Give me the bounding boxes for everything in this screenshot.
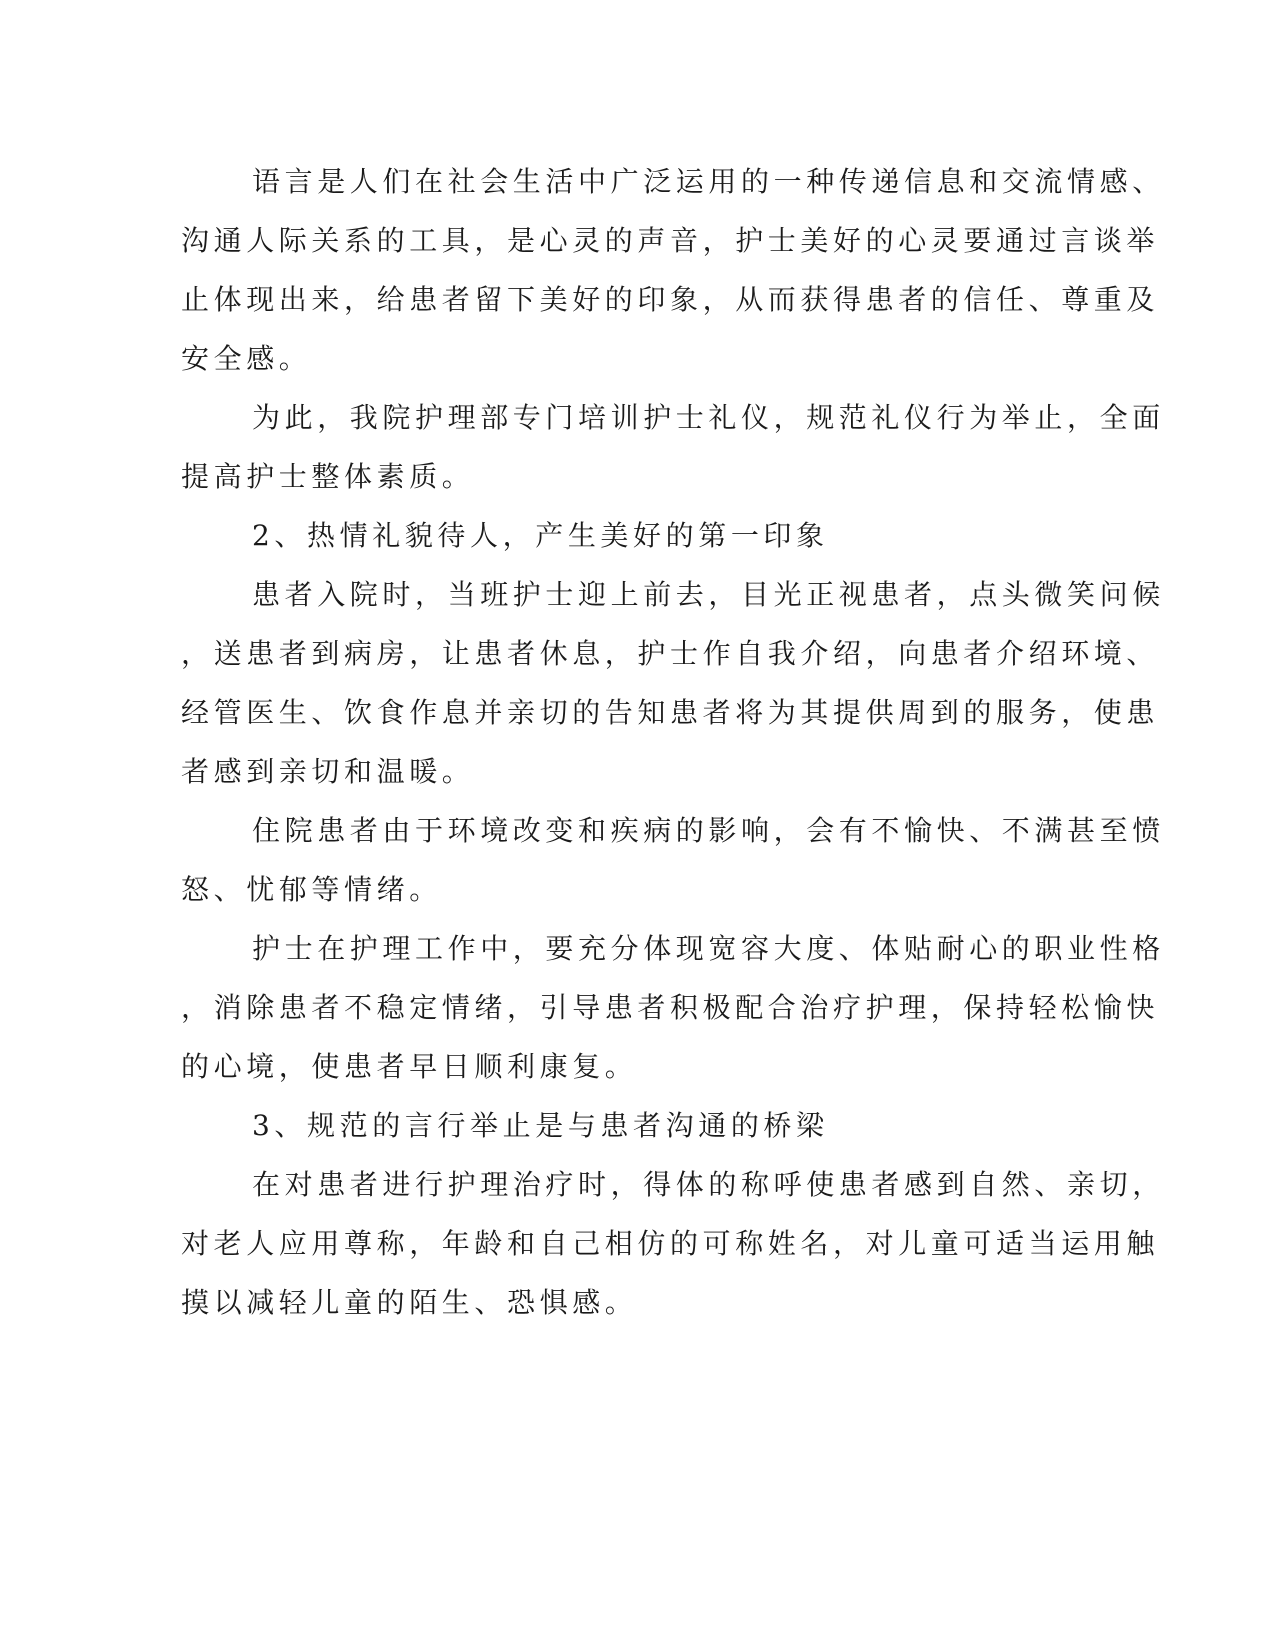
paragraph-line: 提高护士整体素质。 [181,460,475,493]
paragraph-line: ，送患者到病房，让患者休息，护士作自我介绍，向患者介绍环境、 [181,637,1160,670]
paragraph-line: 对老人应用尊称，年龄和自己相仿的可称姓名，对儿童可适当运用触 [181,1227,1160,1260]
paragraph-line: 怒、忧郁等情绪。 [181,873,442,906]
paragraph-line: 患者入院时，当班护士迎上前去，目光正视患者，点头微笑问候 [252,578,1165,611]
paragraph-line: 经管医生、饮食作息并亲切的告知患者将为其提供周到的服务，使患 [181,696,1160,729]
section-heading: 2、热情礼貌待人，产生美好的第一印象 [252,519,829,552]
paragraph-line: 者感到亲切和温暖。 [181,755,475,788]
paragraph-line: 住院患者由于环境改变和疾病的影响，会有不愉快、不满甚至愤 [252,814,1165,847]
paragraph-line: ，消除患者不稳定情绪，引导患者积极配合治疗护理，保持轻松愉快 [181,991,1160,1024]
paragraph-line: 沟通人际关系的工具，是心灵的声音，护士美好的心灵要通过言谈举 [181,224,1160,257]
paragraph-line: 为此，我院护理部专门培训护士礼仪，规范礼仪行为举止，全面 [252,401,1165,434]
section-heading: 3、规范的言行举止是与患者沟通的桥梁 [252,1109,829,1142]
paragraph-line: 摸以减轻儿童的陌生、恐惧感。 [181,1286,638,1319]
paragraph-line: 的心境，使患者早日顺利康复。 [181,1050,638,1083]
paragraph-line: 护士在护理工作中，要充分体现宽容大度、体贴耐心的职业性格 [252,932,1165,965]
paragraph-line: 语言是人们在社会生活中广泛运用的一种传递信息和交流情感、 [252,165,1165,198]
paragraph-line: 在对患者进行护理治疗时，得体的称呼使患者感到自然、亲切， [252,1168,1165,1201]
paragraph-line: 止体现出来，给患者留下美好的印象，从而获得患者的信任、尊重及 [181,283,1160,316]
paragraph-line: 安全感。 [181,342,312,375]
